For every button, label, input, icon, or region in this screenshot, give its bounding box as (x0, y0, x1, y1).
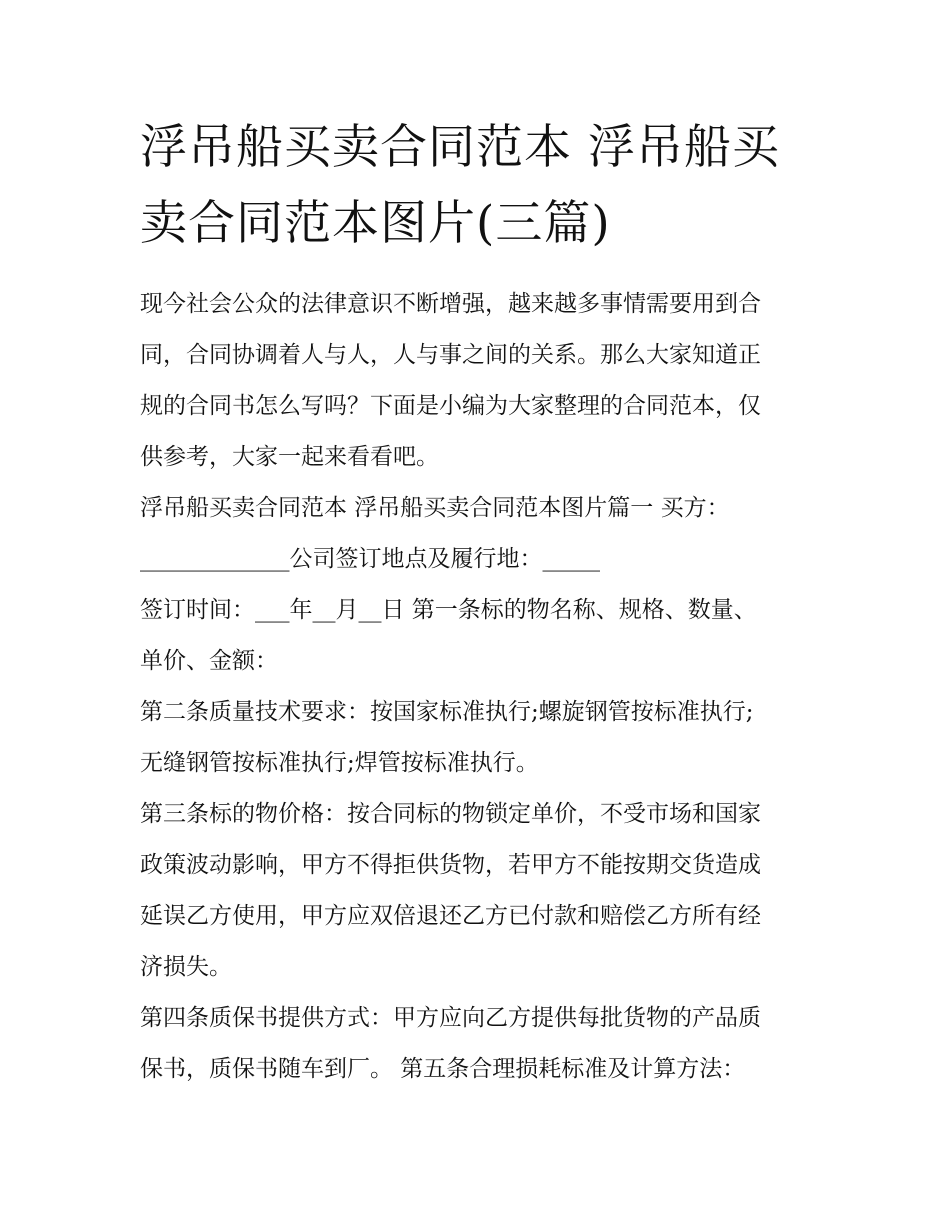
clause-1-line-2: 单价、金额： (140, 648, 278, 674)
signing-place-line: _____________公司签订地点及履行地：_____ (140, 546, 600, 572)
document-title (140, 110, 820, 262)
clause-2-line-1: 第二条质量技术要求：按国家标准执行;螺旋钢管按标准执行; (140, 699, 754, 725)
contract-heading-line: 浮吊船买卖合同范本 浮吊船买卖合同范本图片篇一 买方： (140, 495, 730, 521)
clause-3-line-3: 延误乙方使用，甲方应双倍退还乙方已付款和赔偿乙方所有经 (140, 903, 761, 929)
clause-1-line-1: 签订时间：___年__月__日 第一条标的物名称、规格、数量、 (140, 597, 757, 623)
title-line-1: 浮吊船买卖合同范本 浮吊船买 (140, 120, 780, 175)
intro-line-3: 规的合同书怎么写吗？下面是小编为大家整理的合同范本，仅 (140, 393, 761, 419)
clause-3-line-2: 政策波动影响，甲方不得拒供货物，若甲方不能按期交货造成 (140, 852, 761, 878)
intro-line-4: 供参考，大家一起来看看吧。 (140, 444, 439, 470)
clause-3-line-1: 第三条标的物价格：按合同标的物锁定单价，不受市场和国家 (140, 801, 761, 827)
clause-4-line-2: 保书，质保书随车到厂。 第五条合理损耗标准及计算方法： (140, 1056, 746, 1082)
clause-4-line-1: 第四条质保书提供方式：甲方应向乙方提供每批货物的产品质 (140, 1005, 761, 1031)
intro-line-2: 同，合同协调着人与人，人与事之间的关系。那么大家知道正 (140, 342, 761, 368)
document-body (140, 279, 820, 1095)
clause-3-line-4: 济损失。 (140, 954, 232, 980)
title-line-2: 卖合同范本图片(三篇) (140, 196, 611, 251)
intro-line-1: 现今社会公众的法律意识不断增强，越来越多事情需要用到合 (140, 291, 761, 317)
clause-2-line-2: 无缝钢管按标准执行;焊管按标准执行。 (140, 750, 539, 776)
